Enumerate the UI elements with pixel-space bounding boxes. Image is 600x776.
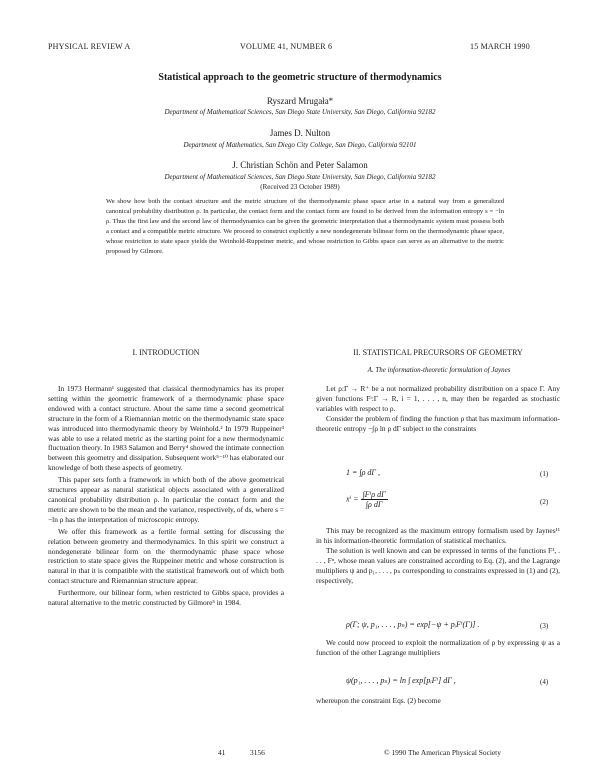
volume-number: VOLUME 41, NUMBER 6 bbox=[240, 42, 333, 51]
stat-paragraph-6: whereupon the constraint Eqs. (2) become bbox=[316, 696, 441, 705]
affiliation-1: Department of Mathematical Sciences, San Diego State University, San Diego, California 92182 bbox=[164, 108, 436, 116]
right-column-bottom bbox=[316, 696, 560, 706]
stat-paragraph-1: Let ρ:Γ → R⁺ be a not normalized probability distribution on a space Γ. Any given functions Fⁱ:Γ → R, i = 1, . . . , n, may then be regarded as stochastic variables with respect to ρ. bbox=[316, 384, 560, 413]
footer-volume: 41 bbox=[218, 748, 226, 757]
section-heading-introduction: I. INTRODUCTION bbox=[132, 348, 200, 357]
stat-paragraph-2: Consider the problem of finding the function ρ that has maximum information-theoretic entropy −∫ρ ln ρ dΓ subject to the constraints bbox=[316, 413, 560, 433]
equation-2-denominator: ∫ρ dΓ bbox=[365, 500, 383, 509]
stat-paragraph-3: This may be recognized as the maximum entropy formalism used by Jaynes¹¹ in his information-theoretic formulation of statistical mechanics. bbox=[316, 526, 560, 545]
paper-title: Statistical approach to the geometric structure of thermodynamics bbox=[158, 72, 442, 83]
intro-paragraph-1: In 1973 Hermann¹ suggested that classical thermodynamics has its proper setting within the geometric framework of a thermodynamic phase space endowed with a contact structure. About the same time a second geometrical structure in the form of a Riemannian metric on the thermodynamic state space was introduced into thermodynamic theory by Weinhold.² In 1979 Ruppeiner³ was able to use a related metric as the starting point for a new thermodynamic fluctuation theory. In 1983 Salamon and Berry⁴ showed the intimate connection between this geometry and dissipation. Subsequent work⁵⁻¹⁰ has elaborated our knowledge of both these aspects of geometry. bbox=[48, 384, 284, 473]
right-column-lower bbox=[316, 638, 560, 658]
stat-paragraph-5: We could now proceed to exploit the normalization of ρ by expressing ψ as a function of the other Lagrange multipliers bbox=[316, 638, 560, 657]
author-1: Ryszard Mrugała* bbox=[266, 96, 334, 106]
left-column bbox=[48, 384, 284, 608]
intro-paragraph-2: This paper sets forth a framework in which both of the above geometrical structures appear as natural statistical objects associated with a generalized canonical probability distribution ρ. In particular the contact form and the metric are shown to be the mean and the variance, respectively, of ds, where s = −ln ρ has the interpretation of microscopic entropy. bbox=[48, 475, 284, 524]
equation-4: ψ(p₁, . . . , pₙ) = ln ∫ exp[pᵢFⁱ] dΓ , bbox=[346, 676, 456, 685]
equation-3: ρ(Γ; ψ, p₁, . . . , pₙ) = exp[−ψ + pᵢFⁱ(Γ)] . bbox=[346, 620, 480, 629]
affiliation-3: Department of Mathematical Sciences, San Diego State University, San Diego, California 92182 bbox=[164, 173, 436, 181]
received-date: (Received 23 October 1989) bbox=[260, 183, 340, 191]
affiliation-2: Department of Mathematics, San Diego City College, San Diego, California 92101 bbox=[183, 141, 417, 149]
footer-copyright: © 1990 The American Physical Society bbox=[384, 748, 501, 757]
intro-paragraph-4: Furthermore, our bilinear form, when restricted to Gibbs space, provides a natural alternative to the metric constructed by Gilmore⁵ in 1984. bbox=[48, 588, 284, 608]
equation-2-number: (2) bbox=[540, 498, 549, 506]
intro-paragraph-3: We offer this framework as a fertile formal setting for discussing the relation between geometry and thermodynamics. In this spirit we construct a nondegenerate bilinear form on the thermodynamic phase space whose restriction to state space gives the Ruppeiner metric and whose construction is natural in that it is compatible with the statistical framework out of which both contact structure and Riemannian structure appear. bbox=[48, 526, 284, 586]
right-column-middle bbox=[316, 526, 560, 585]
author-2: James D. Nulton bbox=[269, 128, 331, 138]
equation-3-number: (3) bbox=[540, 622, 549, 630]
equation-2-lhs: xⁱ = bbox=[346, 494, 359, 504]
author-3: J. Christian Schön and Peter Salamon bbox=[232, 160, 368, 170]
stat-paragraph-4: The solution is well known and can be expressed in terms of the functions F¹, . . . , Fⁿ, whose mean values are constrained according to Eq. (2), and the Lagrange multipliers ψ and p₁, . . . , pₙ corresponding to constraints expressed in (1) and (2), respectively, bbox=[316, 545, 560, 585]
subsection-heading-jaynes: A. The information-theoretic formulation of Jaynes bbox=[367, 366, 511, 374]
equation-4-number: (4) bbox=[540, 678, 549, 686]
right-column-top bbox=[316, 384, 560, 434]
abstract: We show how both the contact structure and the metric structure of the thermodynamic phase space arise in a natural way from a generalized canonical probability distribution ρ. In particular, the contact form and the contact form are found to be derived from the information entropy s = −ln ρ. Thus the first law and the second law of thermodynamics can be given the geometric interpretation that a thermodynamic system must possess both a contact and a compatible metric structure. We proceed to construct explicitly a new nondegenerate bilinear form on the thermodynamic phase space, whose restriction to state space yields the Weinhold-Ruppeiner metric, and whose restriction to Gibbs space can serve as an alternative to the metric proposed by Gilmore. bbox=[106, 198, 504, 255]
equation-2 bbox=[346, 490, 388, 509]
equation-1: 1 = ∫ρ dΓ , bbox=[346, 468, 380, 477]
equation-2-numerator: ∫Fⁱρ dΓ bbox=[362, 490, 386, 499]
issue-date: 15 MARCH 1990 bbox=[470, 42, 530, 51]
footer-page-number: 3156 bbox=[250, 748, 265, 757]
equation-2-fraction bbox=[361, 490, 388, 509]
section-heading-statistical: II. STATISTICAL PRECURSORS OF GEOMETRY bbox=[353, 348, 523, 357]
equation-1-number: (1) bbox=[540, 470, 549, 478]
journal-name: PHYSICAL REVIEW A bbox=[48, 42, 131, 51]
